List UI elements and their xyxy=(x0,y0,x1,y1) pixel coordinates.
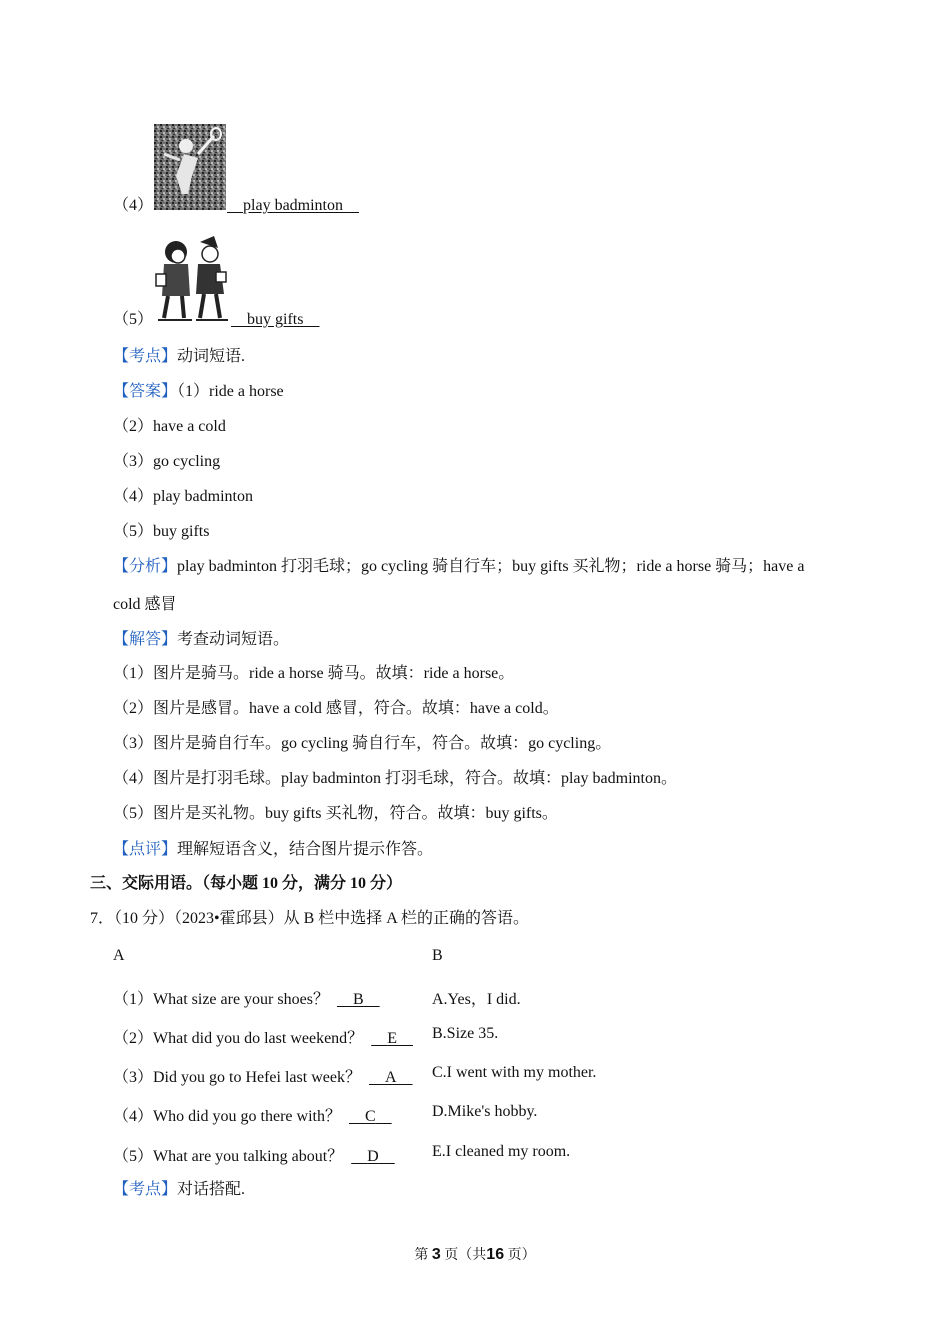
solution-item-2: （2）图片是感冒。have a cold 感冒，符合。故填：have a cold。 xyxy=(113,700,559,717)
picture-5-answer: buy gifts xyxy=(247,311,304,328)
match-option-b: B.Size 35. xyxy=(432,1025,499,1042)
match-question-2: （2）What did you do last weekend？ E xyxy=(113,1025,413,1048)
answer-line-4: （4）play badminton xyxy=(113,488,253,505)
match-question-5: （5）What are you talking about？ D xyxy=(113,1143,395,1166)
column-a-header: A xyxy=(113,947,125,964)
kaodian-2-text: 对话搭配. xyxy=(177,1181,246,1198)
match-question-3: （3）Did you go to Hefei last week？ A xyxy=(113,1064,413,1087)
answer-line-1: 【答案】（1）ride a horse xyxy=(113,383,284,400)
solution-item-5: （5）图片是买礼物。buy gifts 买礼物，符合。故填：buy gifts。 xyxy=(113,805,558,822)
match-option-a: A.Yes，I did. xyxy=(432,991,521,1008)
picture-4-number: （4） xyxy=(113,197,154,214)
match-answer-3: A xyxy=(384,1069,397,1086)
answer-tag: 【答案】 xyxy=(113,383,178,400)
match-question-4: （4）Who did you go there with？ C xyxy=(113,1103,392,1126)
kaodian-2-tag: 【考点】 xyxy=(113,1181,178,1198)
column-b-header: B xyxy=(432,947,443,964)
picture-4-answer: play badminton xyxy=(243,197,343,214)
match-question-1: （1）What size are your shoes？ B xyxy=(113,986,380,1009)
picture-5-number: （5） xyxy=(113,311,154,328)
answer-line-3: （3）go cycling xyxy=(113,453,221,470)
page-footer: 第 3 页（共16 页） xyxy=(414,1246,536,1263)
total-pages: 16 xyxy=(486,1246,505,1263)
solution-tag: 【解答】 xyxy=(113,631,178,648)
kaodian-2-line xyxy=(113,1180,245,1200)
match-answer-5: D xyxy=(367,1148,379,1165)
match-answer-1: B xyxy=(352,991,364,1008)
solution-item-3: （3）图片是骑自行车。go cycling 骑自行车，符合。故填：go cycling。 xyxy=(113,735,612,752)
match-option-e: E.I cleaned my room. xyxy=(432,1143,571,1160)
answer-line-5: （5）buy gifts xyxy=(113,523,210,540)
analysis-line-1: 【分析】play badminton 打羽毛球；go cycling 骑自行车；buy gifts 买礼物；ride a horse 骑马；have a xyxy=(113,558,805,575)
question-7-title: 7．（10 分）（2023•霍邱县）从 B 栏中选择 A 栏的正确的答语。 xyxy=(90,910,529,927)
analysis-line-2: cold 感冒 xyxy=(113,596,177,613)
page-number: 3 xyxy=(431,1246,441,1263)
match-option-c: C.I went with my mother. xyxy=(432,1064,597,1081)
comment-line: 【点评】理解短语含义，结合图片提示作答。 xyxy=(113,841,434,858)
kaodian-line xyxy=(113,347,245,367)
kaodian-text: 动词短语. xyxy=(177,348,246,365)
solution-line: 【解答】考查动词短语。 xyxy=(113,631,290,648)
solution-item-4: （4）图片是打羽毛球。play badminton 打羽毛球，符合。故填：play badminton。 xyxy=(113,770,677,787)
match-answer-4: C xyxy=(364,1108,376,1125)
answer-line-2: （2）have a cold xyxy=(113,418,226,435)
section-3-title: 三、交际用语。（每小题 10 分，满分 10 分） xyxy=(90,875,403,892)
solution-item-1: （1）图片是骑马。ride a horse 骑马。故填：ride a horse。 xyxy=(113,665,515,682)
match-answer-2: E xyxy=(387,1030,397,1047)
match-option-d: D.Mike's hobby. xyxy=(432,1103,538,1120)
kaodian-tag: 【考点】 xyxy=(113,348,178,365)
comment-tag: 【点评】 xyxy=(113,841,178,858)
analysis-tag: 【分析】 xyxy=(113,558,178,575)
